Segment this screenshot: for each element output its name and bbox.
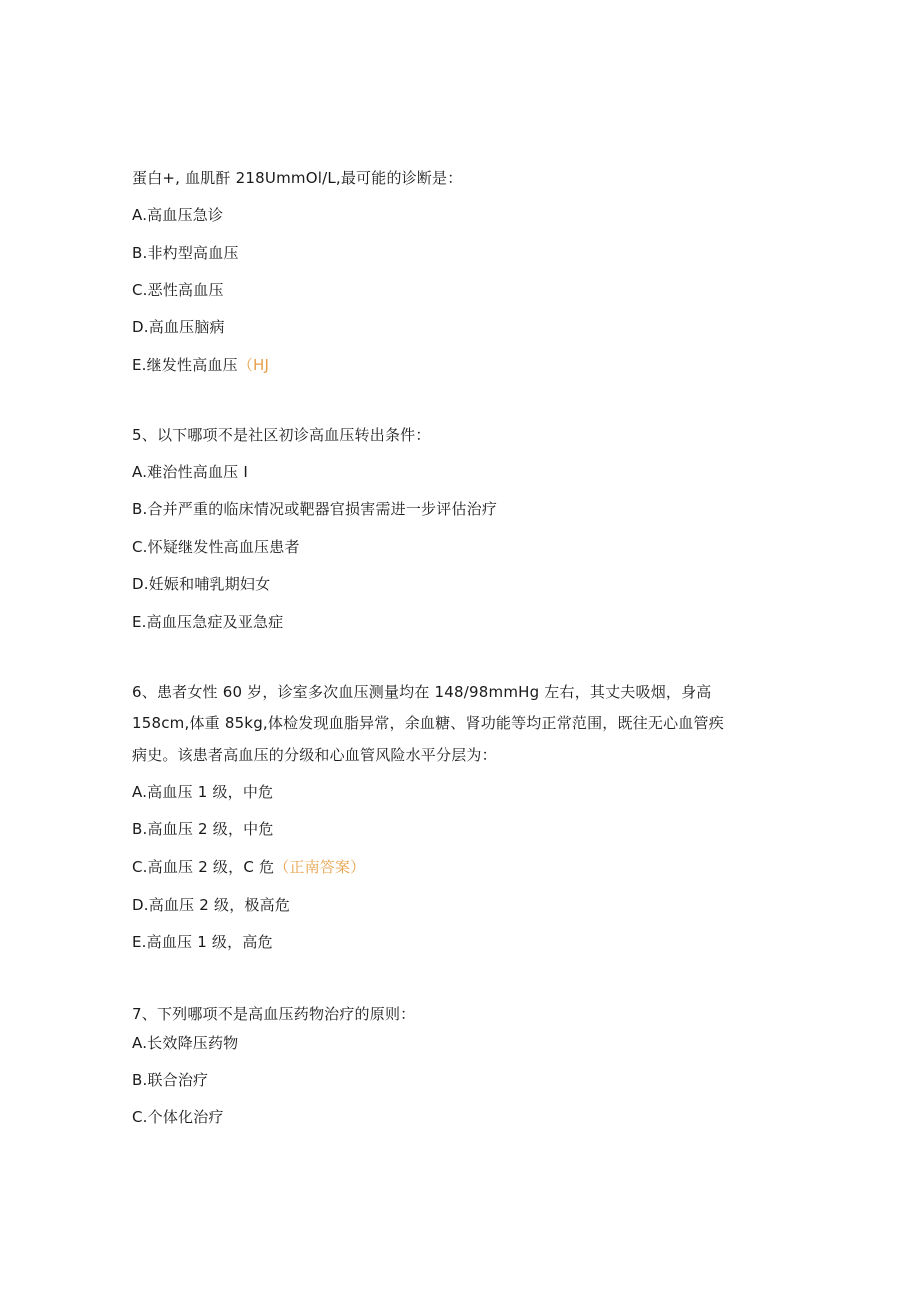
q5-option-d: D.妊娠和哺乳期妇女 [132, 575, 271, 593]
q4-option-e [132, 355, 269, 375]
q6-option-e: E.高血压 1 级，高危 [132, 933, 273, 951]
q4-option-e-text: E.继发性高血压 [132, 356, 238, 374]
q6-option-c-text: C.高血压 2 级，C 危 [132, 858, 275, 876]
q6-option-c [132, 857, 365, 877]
q5-option-b: B.合并严重的临床情况或靶器官损害需进一步评估治疗 [132, 500, 498, 518]
q5-stem: 5、以下哪项不是社区初诊高血压转出条件： [132, 426, 431, 444]
q4-option-d: D.高血压脑病 [132, 318, 225, 336]
q5-option-a: A.难治性高血压 I [132, 463, 248, 481]
q4-option-a: A.高血压急诊 [132, 206, 224, 224]
q4-option-e-note: （HJ [237, 356, 270, 374]
q7-stem: 7、下列哪项不是高血压药物治疗的原则： [132, 1005, 416, 1023]
q4-option-b: B.非杓型高血压 [132, 244, 239, 262]
q5-option-e: E.高血压急症及亚急症 [132, 613, 284, 631]
q6-option-c-note: （正南答案） [274, 858, 366, 876]
q7-option-c: C.个体化治疗 [132, 1108, 224, 1126]
q6-option-b: B.高血压 2 级，中危 [132, 820, 274, 838]
q6-stem-line-3: 病史。该患者高血压的分级和心血管风险水平分层为： [132, 746, 497, 764]
q5-option-c: C.怀疑继发性高血压患者 [132, 538, 300, 556]
q6-option-a: A.高血压 1 级，中危 [132, 783, 274, 801]
q7-option-a: A.长效降压药物 [132, 1034, 239, 1052]
q6-option-d: D.高血压 2 级，极高危 [132, 896, 290, 914]
q6-stem-line-1: 6、患者女性 60 岁，诊室多次血压测量均在 148∕98mmHg 左右，其丈夫吸烟，身高 [132, 683, 712, 701]
q7-option-b: B.联合治疗 [132, 1071, 209, 1089]
q6-stem-line-2: 158cm,体重 85kg,体检发现血脂异常，余血糖、肾功能等均正常范围，既往无心血管疾 [132, 714, 724, 732]
q4-stem: 蛋白+, 血肌酐 218UmmOl/L,最可能的诊断是： [132, 169, 463, 187]
q4-option-c: C.恶性高血压 [132, 281, 224, 299]
